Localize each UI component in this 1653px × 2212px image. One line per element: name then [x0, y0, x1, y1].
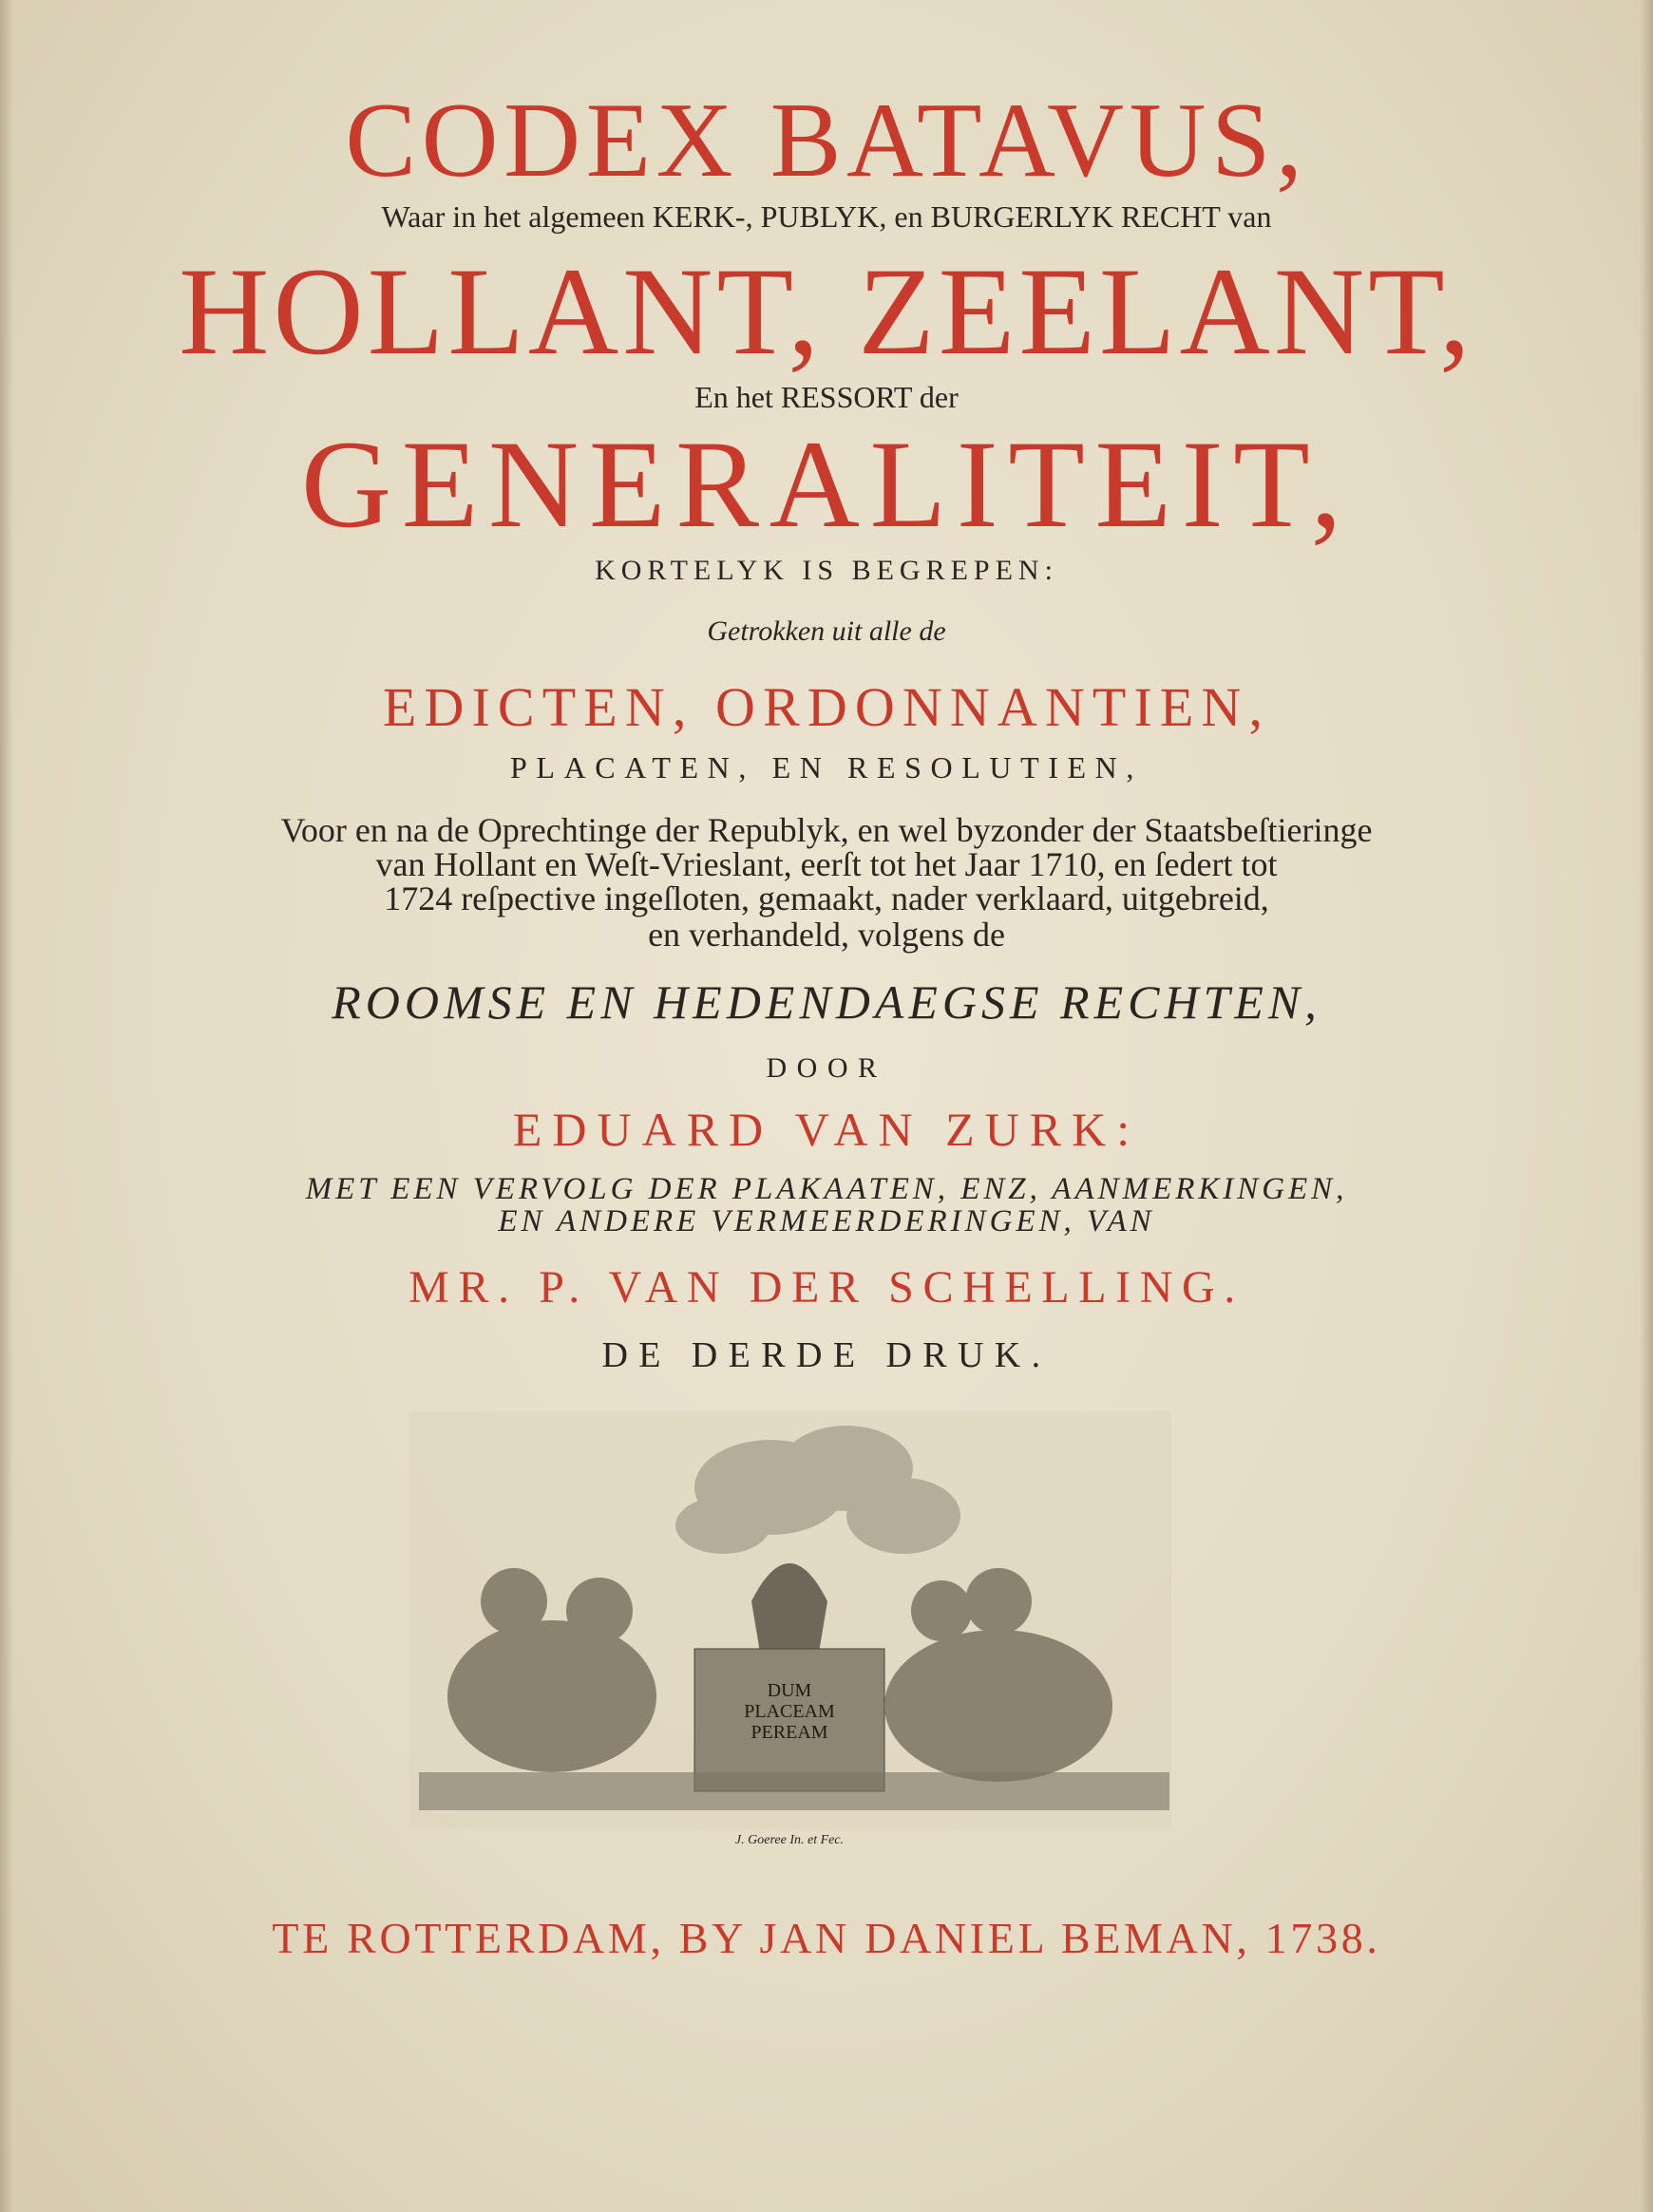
door-label: DOOR [766, 1052, 887, 1084]
imprint: TE ROTTERDAM, BY JAN DANIEL BEMAN, 1738. [272, 1914, 1381, 1962]
body-line: Voor en na de Oprechtinge der Republyk, en wel byzonder der Staatsbeſtieringe [280, 811, 1373, 849]
motto-line: PEREAM [750, 1722, 828, 1743]
heading-rechten: ROOMSE EN HEDENDAEGSE RECHTEN, [332, 975, 1321, 1029]
subtitle-4: Getrokken uit alle de [707, 615, 946, 647]
engraved-vignette [409, 1411, 1171, 1848]
title-hollant-zeelant: HOLLANT, ZEELANT, [179, 241, 1474, 381]
motto-line: PLACEAM [744, 1701, 835, 1722]
author-name: EDUARD VAN ZURK: [512, 1103, 1141, 1156]
editor-name: MR. P. VAN DER SCHELLING. [408, 1262, 1244, 1313]
subtitle-2: En het RESSORT der [694, 380, 959, 414]
body-line: van Hollant en Weſt-Vrieslant, eerſt tot het Jaar 1710, en ſedert tot [375, 845, 1278, 883]
motto-line: DUM [767, 1680, 812, 1701]
body-line: en verhandeld, volgens de [648, 916, 1005, 954]
title: CODEX BATAVUS, [345, 82, 1308, 199]
heading-placaten: PLACATEN, EN RESOLUTIEN, [510, 750, 1143, 785]
subtitle-3: KORTELYK IS BEGREPEN: [595, 555, 1058, 586]
vignette-illustration [409, 1411, 1171, 1848]
heading-edicten: EDICTEN, ORDONNANTIEN, [382, 676, 1271, 738]
title-generaliteit: GENERALITEIT, [300, 414, 1353, 554]
subtitle-1: Waar in het algemeen KERK-, PUBLYK, en BURGERLYK RECHT van [381, 199, 1272, 234]
continuation-line: MET EEN VERVOLG DER PLAKAATEN, ENZ, AANMERKINGEN, [305, 1172, 1348, 1206]
engraver-signature: J. Goeree In. et Fec. [734, 1833, 845, 1847]
continuation-line: EN ANDERE VERMEERDERINGEN, VAN [498, 1204, 1155, 1238]
edition: DE DERDE DRUK. [601, 1335, 1052, 1375]
body-line: 1724 reſpective ingeſloten, gemaakt, nader verklaard, uitgebreid, [384, 879, 1269, 917]
